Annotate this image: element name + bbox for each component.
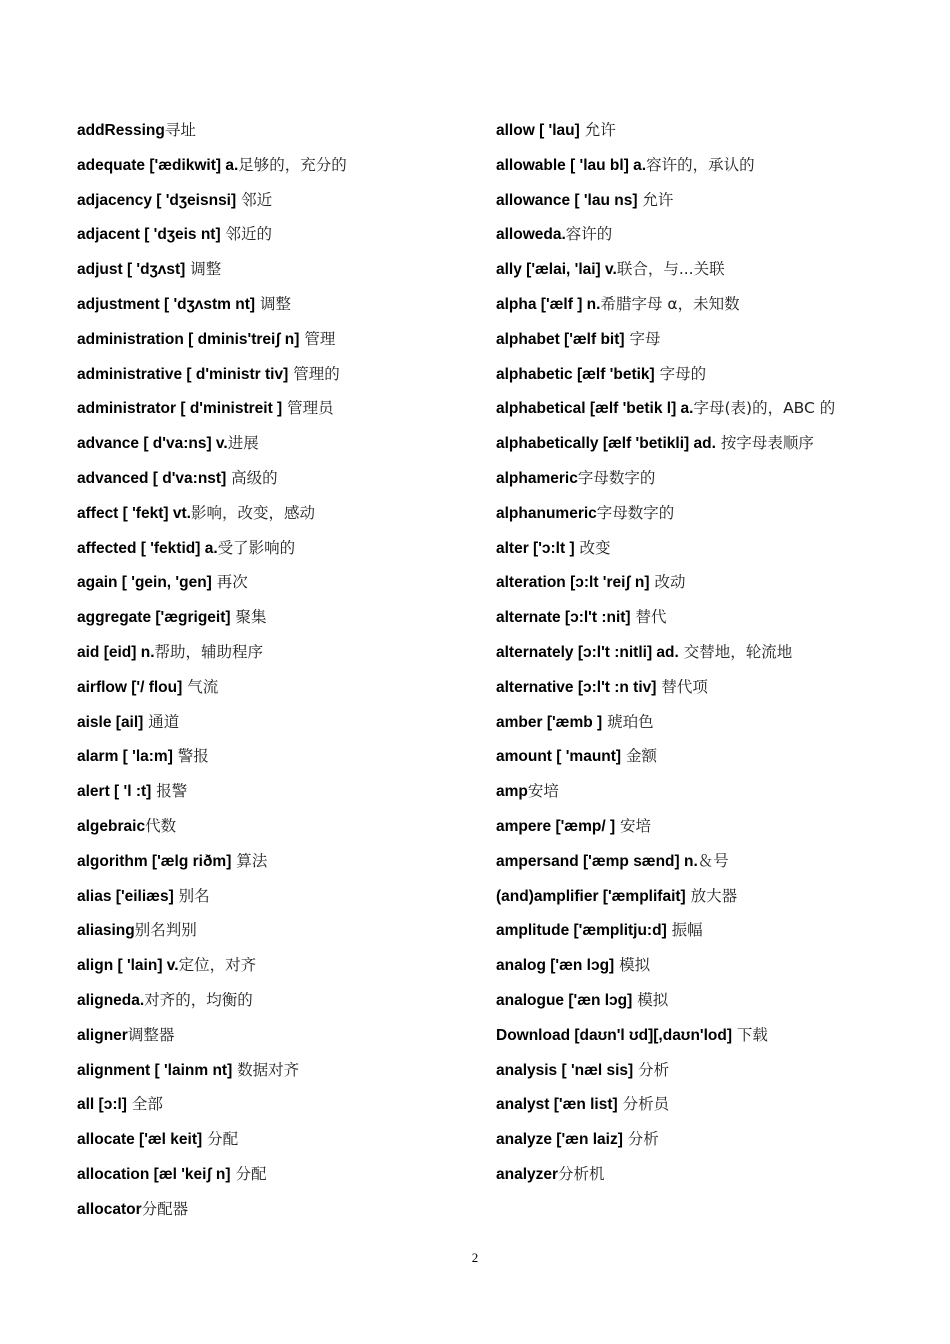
entry-term: airflow ['/ flou]: [77, 678, 183, 696]
page-number: 2: [471, 1250, 479, 1265]
entry-definition: 算法: [231, 851, 268, 870]
entry-term: allowable [ 'lau bl] a.: [496, 156, 647, 174]
entry-term: allocate ['æl keit]: [77, 1131, 203, 1149]
entry-term: aligneda.: [77, 991, 145, 1009]
entry-term: amber ['æmb ]: [496, 713, 603, 731]
entry-definition: 分析: [633, 1060, 670, 1079]
dictionary-entry: [77, 152, 472, 179]
entry-term: analysis [ 'næl sis]: [496, 1061, 634, 1079]
entry-definition: 分析员: [617, 1095, 670, 1114]
dictionary-entry: [77, 604, 472, 631]
entry-definition: 足够的，充分的: [238, 155, 347, 174]
entry-definition: 琥珀色: [602, 712, 654, 731]
entry-definition: 模拟: [614, 956, 651, 975]
dictionary-entry: [496, 1057, 841, 1084]
entry-term: alphameric: [496, 469, 578, 487]
entry-term: administrator [ d'ministreit ]: [77, 400, 283, 418]
dictionary-entry: [496, 187, 841, 214]
entry-term: aligner: [77, 1026, 128, 1044]
dictionary-entry: [496, 709, 841, 736]
dictionary-entry: [496, 987, 841, 1014]
entry-definition: 邻近的: [220, 225, 273, 244]
dictionary-entry: [77, 639, 472, 666]
entry-term: alloweda.: [496, 226, 566, 244]
entry-term: adjust [ 'dʒʌst]: [77, 261, 186, 279]
entry-definition: 寻址: [164, 121, 196, 139]
entry-term: alternate [ɔ:l't :nit]: [496, 609, 631, 627]
dictionary-entry: [496, 917, 841, 944]
dictionary-entry: [496, 395, 841, 422]
dictionary-entry: [77, 917, 472, 944]
entry-definition: 字母(表)的，ABC 的: [693, 399, 836, 418]
entry-definition: 金额: [621, 747, 658, 766]
entry-definition: 容许的: [565, 225, 613, 244]
entry-term: allowance [ 'lau ns]: [496, 191, 638, 209]
entry-term: advanced [ d'va:nst]: [77, 469, 227, 487]
dictionary-entry: [496, 1161, 841, 1188]
entry-definition: 别名判别: [134, 921, 197, 940]
dictionary-entry: [77, 952, 472, 979]
entry-term: addRessing: [77, 122, 165, 139]
entry-definition: 气流: [182, 677, 219, 696]
entry-term: aliasing: [77, 922, 135, 940]
dictionary-entry: [77, 813, 472, 840]
entry-term: administration [ dminis'treiʃ n]: [77, 330, 300, 348]
entry-term: (and)amplifier ['æmplifait]: [496, 887, 686, 905]
dictionary-entry: [77, 1126, 472, 1153]
entry-term: aisle [ail]: [77, 713, 144, 731]
dictionary-entry: [77, 291, 472, 318]
entry-term: alter ['ɔ:lt ]: [496, 539, 575, 557]
entry-definition: 按字母表顺序: [715, 434, 814, 453]
entry-definition: 数据对齐: [232, 1060, 300, 1079]
entry-term: Download [daʊn'l ʊd][,daʊn'lod]: [496, 1026, 732, 1044]
dictionary-entry: [77, 709, 472, 736]
entry-definition: 全部: [126, 1095, 163, 1114]
entry-term: adequate ['ædikwit] a.: [77, 156, 239, 174]
entry-term: alphabet ['ælf bit]: [496, 330, 625, 348]
entry-term: aggregate ['ægrigeit]: [77, 609, 231, 627]
dictionary-entry: [496, 952, 841, 979]
dictionary-entry: [77, 221, 472, 248]
entry-term: again [ 'gein, 'gen]: [77, 574, 212, 592]
entry-definition: 字母的: [654, 364, 707, 383]
dictionary-entry: [77, 569, 472, 596]
entry-definition: 警报: [172, 747, 209, 766]
entry-definition: 聚集: [230, 608, 267, 627]
right-column: [496, 117, 841, 1196]
entry-term: aid [eid] n.: [77, 643, 155, 661]
entry-term: alternately [ɔ:l't :nitli] ad.: [496, 643, 679, 661]
entry-definition: 允许: [637, 190, 674, 209]
dictionary-entry: [77, 1091, 472, 1118]
entry-term: amplitude ['æmplitju:d]: [496, 922, 667, 940]
entry-definition: 调整器: [127, 1025, 175, 1044]
dictionary-entry: [77, 743, 472, 770]
entry-definition: 字母: [624, 329, 661, 348]
entry-definition: ＆号: [697, 851, 729, 870]
dictionary-entry: [496, 361, 841, 388]
dictionary-entry: [496, 743, 841, 770]
entry-definition: 定位，对齐: [178, 956, 257, 975]
dictionary-entry: [77, 361, 472, 388]
dictionary-entry: [496, 221, 841, 248]
entry-definition: 放大器: [685, 886, 738, 905]
dictionary-entry: [496, 883, 841, 910]
entry-term: ampersand ['æmp sænd] n.: [496, 852, 698, 870]
entry-definition: 分配: [202, 1130, 239, 1149]
entry-definition: 报警: [151, 782, 188, 801]
entry-term: alternative [ɔ:l't :n tiv]: [496, 678, 657, 696]
entry-definition: 分配器: [141, 1199, 189, 1218]
entry-definition: 通道: [143, 712, 180, 731]
entry-term: amount [ 'maunt]: [496, 748, 622, 766]
entry-term: alphabetic [ælf 'betik]: [496, 365, 655, 383]
entry-definition: 分配: [230, 1164, 267, 1183]
entry-term: affected [ 'fektid] a.: [77, 539, 218, 557]
entry-term: alphabetical [ælf 'betik l] a.: [496, 400, 694, 418]
entry-definition: 替代项: [656, 677, 708, 696]
entry-definition: 安培: [527, 782, 559, 801]
entry-term: adjacency [ 'dʒeisnsi]: [77, 191, 237, 209]
dictionary-entry: [77, 1022, 472, 1049]
left-column: [77, 117, 472, 1231]
entry-definition: 联合，与...关联: [616, 260, 725, 279]
dictionary-entry: [77, 395, 472, 422]
dictionary-entry: [496, 326, 841, 353]
dictionary-entry: [496, 1091, 841, 1118]
entry-term: alarm [ 'la:m]: [77, 748, 173, 766]
dictionary-entry: [496, 291, 841, 318]
dictionary-entry: [77, 465, 472, 492]
dictionary-entry: [77, 1196, 472, 1223]
entry-term: all [ɔ:l]: [77, 1096, 127, 1114]
dictionary-entry: [77, 535, 472, 562]
dictionary-entry: [77, 883, 472, 910]
dictionary-entry: [496, 117, 841, 144]
entry-definition: 调整: [185, 260, 222, 279]
dictionary-entry: [496, 569, 841, 596]
entry-definition: 管理: [299, 329, 336, 348]
entry-term: amp: [496, 783, 528, 801]
entry-term: ampere ['æmp/ ]: [496, 817, 616, 835]
dictionary-entry: [77, 674, 472, 701]
entry-definition: 受了影响的: [217, 538, 296, 557]
entry-definition: 容许的，承认的: [646, 155, 755, 174]
dictionary-entry: [496, 256, 841, 283]
dictionary-entry: [77, 987, 472, 1014]
entry-term: allocation [æl 'keiʃ n]: [77, 1165, 231, 1183]
entry-term: adjacent [ 'dʒeis nt]: [77, 226, 221, 244]
entry-term: affect [ 'fekt] vt.: [77, 504, 191, 522]
dictionary-entry: [496, 465, 841, 492]
entry-term: administrative [ d'ministr tiv]: [77, 365, 289, 383]
dictionary-entry: [496, 674, 841, 701]
entry-definition: 代数: [145, 816, 177, 835]
entry-definition: 管理的: [288, 364, 340, 383]
dictionary-entry: [496, 500, 841, 527]
entry-term: alteration [ɔ:lt 'reiʃ n]: [496, 574, 650, 592]
entry-term: alphanumeric: [496, 504, 597, 522]
entry-term: algorithm ['ælg riðm]: [77, 852, 232, 870]
entry-term: alias ['eiliæs]: [77, 887, 174, 905]
dictionary-entry: [77, 187, 472, 214]
entry-term: ally ['ælai, 'lai] v.: [496, 261, 617, 279]
entry-term: allocator: [77, 1200, 142, 1218]
entry-definition: 分析机: [558, 1164, 605, 1183]
entry-definition: 希腊字母 α，未知数: [600, 294, 740, 313]
entry-definition: 影响，改变，感动: [190, 503, 315, 522]
entry-term: alpha ['ælf ] n.: [496, 295, 601, 313]
dictionary-entry: [496, 848, 841, 875]
dictionary-entry: [496, 535, 841, 562]
entry-definition: 交替地，轮流地: [678, 642, 793, 661]
entry-definition: 改变: [574, 538, 611, 557]
entry-term: alignment [ 'lainm nt]: [77, 1061, 233, 1079]
entry-term: algebraic: [77, 817, 146, 835]
entry-term: adjustment [ 'dʒʌstm nt]: [77, 295, 256, 313]
entry-definition: 字母数字的: [596, 503, 675, 522]
dictionary-entry: [496, 152, 841, 179]
dictionary-entry: [496, 1126, 841, 1153]
entry-definition: 下载: [732, 1025, 768, 1044]
entry-definition: 振幅: [666, 921, 703, 940]
entry-definition: 调整: [255, 294, 291, 313]
dictionary-entry: [496, 604, 841, 631]
entry-term: alert [ 'l :t]: [77, 783, 152, 801]
entry-definition: 允许: [579, 121, 616, 139]
dictionary-entry: [77, 1057, 472, 1084]
dictionary-entry: [496, 813, 841, 840]
entry-term: analyze ['æn laiz]: [496, 1131, 623, 1149]
entry-term: analyst ['æn list]: [496, 1096, 618, 1114]
entry-definition: 安培: [615, 816, 652, 835]
entry-term: analyzer: [496, 1165, 559, 1183]
entry-definition: 进展: [227, 434, 259, 453]
entry-term: allow [ 'lau]: [496, 122, 580, 139]
dictionary-entry: [77, 430, 472, 457]
dictionary-entry: [77, 256, 472, 283]
entry-term: advance [ d'va:ns] v.: [77, 435, 228, 453]
dictionary-entry: [496, 430, 841, 457]
dictionary-entry: [496, 639, 841, 666]
entry-term: analogue ['æn lɔg]: [496, 991, 633, 1009]
dictionary-entry: [77, 326, 472, 353]
dictionary-entry: [496, 1022, 841, 1049]
entry-definition: 邻近: [236, 190, 273, 209]
entry-definition: 分析: [622, 1130, 659, 1149]
entry-definition: 管理员: [282, 399, 334, 418]
entry-definition: 对齐的，均衡的: [144, 990, 253, 1009]
entry-definition: 再次: [211, 573, 248, 592]
dictionary-entry: [77, 778, 472, 805]
dictionary-entry: [496, 778, 841, 805]
entry-term: analog ['æn lɔg]: [496, 957, 615, 975]
entry-term: alphabetically [ælf 'betikli] ad.: [496, 435, 716, 453]
entry-definition: 模拟: [632, 990, 669, 1009]
dictionary-entry: [77, 848, 472, 875]
entry-definition: 高级的: [226, 468, 278, 487]
dictionary-entry: [77, 500, 472, 527]
entry-definition: 帮助，辅助程序: [154, 642, 264, 661]
dictionary-entry: [77, 1161, 472, 1188]
dictionary-entry: [77, 117, 472, 144]
entry-definition: 替代: [630, 608, 667, 627]
entry-definition: 改动: [649, 573, 686, 592]
entry-definition: 字母数字的: [577, 468, 656, 487]
entry-term: align [ 'lain] v.: [77, 957, 179, 975]
entry-definition: 别名: [173, 886, 210, 905]
